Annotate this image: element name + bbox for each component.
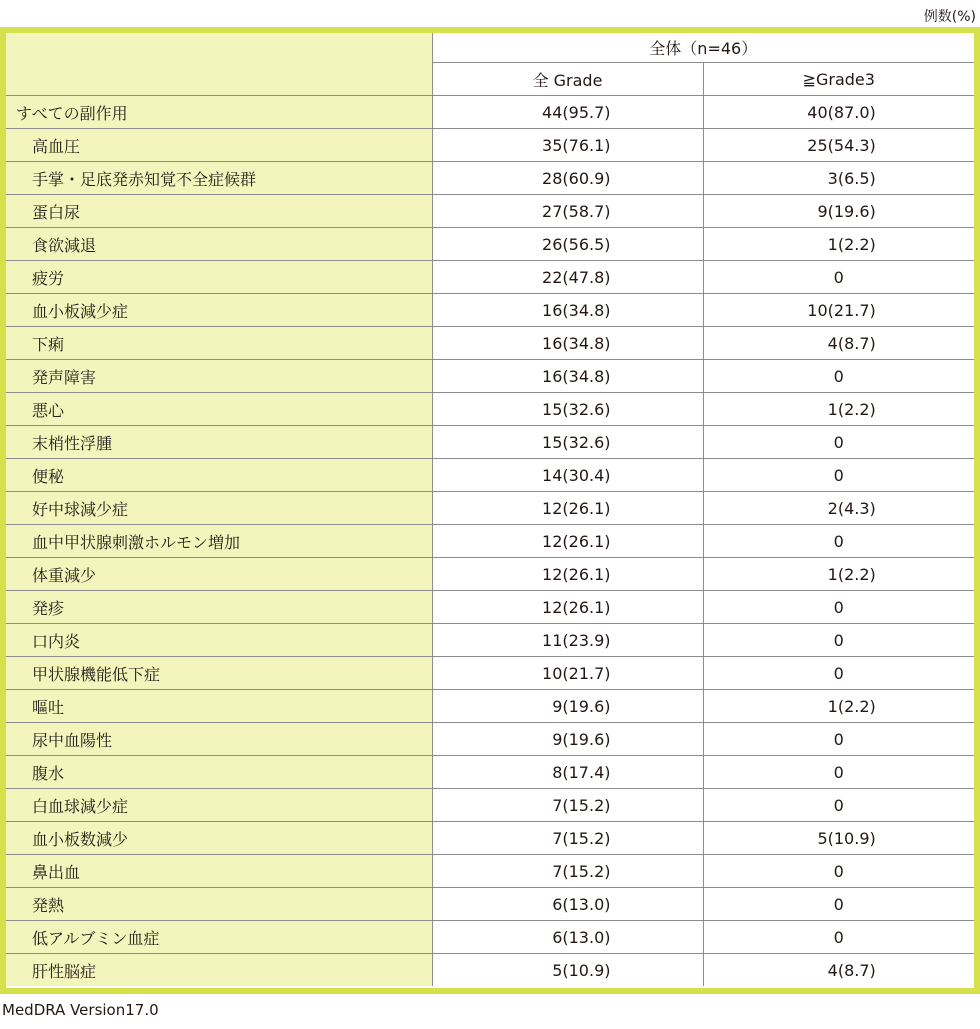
reaction-name-cell: 悪心 <box>6 393 432 426</box>
all-grade-value: 15(32.6) <box>542 399 611 419</box>
reaction-name-cell: 発疹 <box>6 591 432 624</box>
table-row <box>6 756 974 789</box>
header-all-grade: 全 Grade <box>432 63 703 96</box>
grade3-cell <box>703 723 974 756</box>
grade3-cell <box>703 261 974 294</box>
grade3-cell <box>703 459 974 492</box>
grade3-value: 4(8.7) <box>827 960 876 980</box>
all-grade-value: 8(17.4) <box>552 762 611 782</box>
adverse-reactions-table-frame <box>0 27 980 994</box>
all-grade-cell <box>432 492 703 525</box>
grade3-cell <box>703 624 974 657</box>
all-grade-cell <box>432 228 703 261</box>
all-grade-cell <box>432 624 703 657</box>
all-grade-cell <box>432 855 703 888</box>
table-row <box>6 96 974 129</box>
grade3-value: 0 <box>833 630 844 650</box>
header-group-label: 全体（n=46） <box>432 33 974 63</box>
grade3-cell <box>703 954 974 987</box>
grade3-cell <box>703 822 974 855</box>
reaction-name-cell: 疲労 <box>6 261 432 294</box>
all-grade-value: 9(19.6) <box>552 729 611 749</box>
all-grade-value: 11(23.9) <box>542 630 611 650</box>
header-row-group <box>6 33 974 63</box>
table-row <box>6 426 974 459</box>
table-row <box>6 393 974 426</box>
all-grade-cell <box>432 657 703 690</box>
all-grade-cell <box>432 129 703 162</box>
grade3-cell <box>703 195 974 228</box>
reaction-name-cell: 手掌・足底発赤知覚不全症候群 <box>6 162 432 195</box>
all-grade-value: 16(34.8) <box>542 300 611 320</box>
grade3-value: 0 <box>833 366 844 386</box>
reaction-name-cell: 甲状腺機能低下症 <box>6 657 432 690</box>
grade3-value: 40(87.0) <box>807 102 876 122</box>
grade3-cell <box>703 294 974 327</box>
grade3-value: 1(2.2) <box>827 696 876 716</box>
reaction-name-cell: 食欲減退 <box>6 228 432 261</box>
table-row <box>6 657 974 690</box>
table-row <box>6 327 974 360</box>
reaction-name-cell: 腹水 <box>6 756 432 789</box>
all-grade-value: 26(56.5) <box>542 234 611 254</box>
grade3-cell <box>703 426 974 459</box>
grade3-cell <box>703 855 974 888</box>
all-grade-value: 10(21.7) <box>542 663 611 683</box>
grade3-value: 0 <box>833 663 844 683</box>
grade3-value: 3(6.5) <box>827 168 876 188</box>
grade3-cell <box>703 327 974 360</box>
table-row <box>6 492 974 525</box>
grade3-cell <box>703 492 974 525</box>
grade3-cell <box>703 96 974 129</box>
all-grade-value: 12(26.1) <box>542 564 611 584</box>
all-grade-value: 44(95.7) <box>542 102 611 122</box>
all-grade-cell <box>432 921 703 954</box>
grade3-cell <box>703 756 974 789</box>
all-grade-cell <box>432 822 703 855</box>
table-row <box>6 723 974 756</box>
reaction-name-cell: 発熱 <box>6 888 432 921</box>
grade3-cell <box>703 789 974 822</box>
reaction-name-cell: 血小板数減少 <box>6 822 432 855</box>
grade3-cell <box>703 228 974 261</box>
grade3-value: 0 <box>833 465 844 485</box>
all-grade-value: 9(19.6) <box>552 696 611 716</box>
grade3-value: 0 <box>833 927 844 947</box>
grade3-value: 0 <box>833 597 844 617</box>
reaction-name-cell: 便秘 <box>6 459 432 492</box>
grade3-cell <box>703 690 974 723</box>
adverse-reactions-table <box>6 33 974 986</box>
all-grade-cell <box>432 360 703 393</box>
grade3-value: 0 <box>833 729 844 749</box>
grade3-value: 1(2.2) <box>827 564 876 584</box>
all-grade-cell <box>432 690 703 723</box>
grade3-value: 1(2.2) <box>827 399 876 419</box>
all-grade-value: 35(76.1) <box>542 135 611 155</box>
all-grade-value: 28(60.9) <box>542 168 611 188</box>
all-grade-cell <box>432 393 703 426</box>
all-grade-cell <box>432 294 703 327</box>
grade3-value: 0 <box>833 894 844 914</box>
all-grade-value: 15(32.6) <box>542 432 611 452</box>
reaction-name-cell: 口内炎 <box>6 624 432 657</box>
reaction-name-cell: 低アルブミン血症 <box>6 921 432 954</box>
grade3-value: 5(10.9) <box>817 828 876 848</box>
grade3-cell <box>703 360 974 393</box>
grade3-cell <box>703 921 974 954</box>
all-grade-value: 16(34.8) <box>542 366 611 386</box>
table-row <box>6 195 974 228</box>
header-corner-cell <box>6 33 432 96</box>
unit-label: 例数(%) <box>923 9 976 25</box>
all-grade-value: 27(58.7) <box>542 201 611 221</box>
all-grade-cell <box>432 525 703 558</box>
grade3-value: 9(19.6) <box>817 201 876 221</box>
all-grade-cell <box>432 96 703 129</box>
table-row <box>6 954 974 987</box>
grade3-cell <box>703 657 974 690</box>
all-grade-cell <box>432 426 703 459</box>
table-row <box>6 624 974 657</box>
table-row <box>6 855 974 888</box>
table-row <box>6 558 974 591</box>
grade3-cell <box>703 129 974 162</box>
grade3-value: 0 <box>833 267 844 287</box>
reaction-name-cell: 血小板減少症 <box>6 294 432 327</box>
all-grade-value: 22(47.8) <box>542 267 611 287</box>
grade3-value: 4(8.7) <box>827 333 876 353</box>
grade3-value: 2(4.3) <box>827 498 876 518</box>
reaction-name-cell: 血中甲状腺刺激ホルモン増加 <box>6 525 432 558</box>
all-grade-value: 5(10.9) <box>552 960 611 980</box>
grade3-cell <box>703 162 974 195</box>
all-grade-value: 7(15.2) <box>552 795 611 815</box>
all-grade-cell <box>432 789 703 822</box>
table-row <box>6 822 974 855</box>
grade3-cell <box>703 393 974 426</box>
reaction-name-cell: 鼻出血 <box>6 855 432 888</box>
table-row <box>6 789 974 822</box>
header-grade3: ≧Grade3 <box>703 63 974 96</box>
all-grade-cell <box>432 162 703 195</box>
reaction-name-cell: 好中球減少症 <box>6 492 432 525</box>
table-row <box>6 459 974 492</box>
all-grade-cell <box>432 195 703 228</box>
reaction-name-cell: 蛋白尿 <box>6 195 432 228</box>
all-grade-value: 12(26.1) <box>542 597 611 617</box>
all-grade-cell <box>432 954 703 987</box>
reaction-name-cell: 肝性脳症 <box>6 954 432 987</box>
reaction-name-cell: すべての副作用 <box>6 96 432 129</box>
reaction-name-cell: 末梢性浮腫 <box>6 426 432 459</box>
all-grade-value: 7(15.2) <box>552 828 611 848</box>
grade3-cell <box>703 525 974 558</box>
table-row <box>6 261 974 294</box>
reaction-name-cell: 尿中血陽性 <box>6 723 432 756</box>
reaction-name-cell: 高血圧 <box>6 129 432 162</box>
all-grade-cell <box>432 327 703 360</box>
all-grade-cell <box>432 723 703 756</box>
table-row <box>6 228 974 261</box>
grade3-value: 0 <box>833 795 844 815</box>
footnote: MedDRA Version17.0 <box>2 1001 159 1019</box>
table-body <box>6 96 974 987</box>
grade3-value: 10(21.7) <box>807 300 876 320</box>
table-row <box>6 690 974 723</box>
all-grade-cell <box>432 888 703 921</box>
table-row <box>6 921 974 954</box>
all-grade-cell <box>432 261 703 294</box>
table-row <box>6 360 974 393</box>
all-grade-value: 6(13.0) <box>552 894 611 914</box>
grade3-cell <box>703 591 974 624</box>
all-grade-value: 12(26.1) <box>542 531 611 551</box>
grade3-value: 0 <box>833 861 844 881</box>
reaction-name-cell: 発声障害 <box>6 360 432 393</box>
all-grade-value: 7(15.2) <box>552 861 611 881</box>
reaction-name-cell: 白血球減少症 <box>6 789 432 822</box>
table-row <box>6 129 974 162</box>
grade3-value: 0 <box>833 762 844 782</box>
all-grade-value: 14(30.4) <box>542 465 611 485</box>
grade3-cell <box>703 558 974 591</box>
all-grade-value: 12(26.1) <box>542 498 611 518</box>
table-row <box>6 888 974 921</box>
reaction-name-cell: 嘔吐 <box>6 690 432 723</box>
grade3-value: 0 <box>833 531 844 551</box>
table-row <box>6 294 974 327</box>
table-row <box>6 162 974 195</box>
grade3-cell <box>703 888 974 921</box>
all-grade-cell <box>432 459 703 492</box>
reaction-name-cell: 体重減少 <box>6 558 432 591</box>
all-grade-value: 16(34.8) <box>542 333 611 353</box>
all-grade-cell <box>432 756 703 789</box>
all-grade-cell <box>432 558 703 591</box>
grade3-value: 0 <box>833 432 844 452</box>
reaction-name-cell: 下痢 <box>6 327 432 360</box>
all-grade-cell <box>432 591 703 624</box>
all-grade-value: 6(13.0) <box>552 927 611 947</box>
grade3-value: 25(54.3) <box>807 135 876 155</box>
table-row <box>6 591 974 624</box>
grade3-value: 1(2.2) <box>827 234 876 254</box>
table-row <box>6 525 974 558</box>
